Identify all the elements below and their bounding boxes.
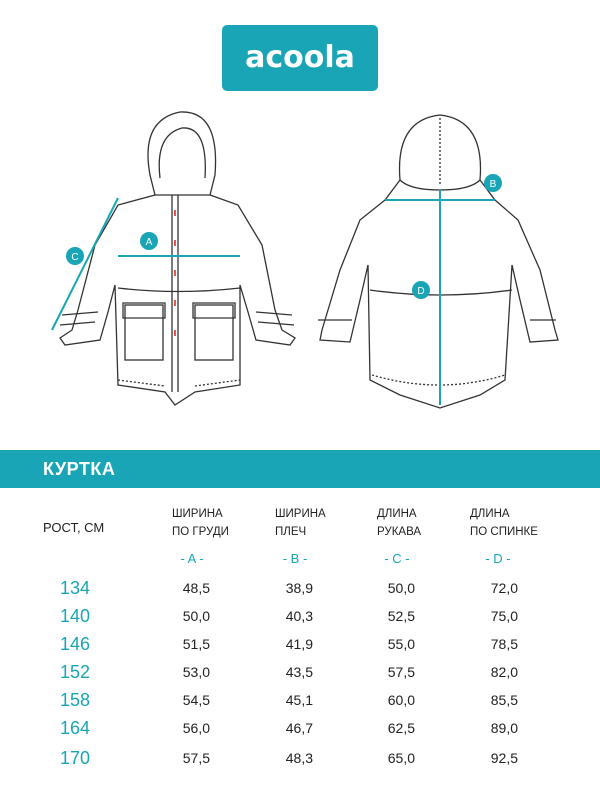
column-header-b-line2: ПЛЕЧ [275,526,307,538]
jacket-back-view [318,115,558,408]
table-row [0,608,600,636]
column-header-a [172,505,229,541]
row-size: 164 [60,718,91,738]
cell-chest: 51,5 [182,636,210,652]
column-header-a-line1: ШИРИНА [172,508,223,520]
column-letter-c: - C - [384,551,410,566]
marker-d-label: D [417,286,425,297]
marker-a-label: A [145,237,153,248]
row-size: 134 [60,578,91,598]
column-letter-a: - A - [180,551,204,566]
row-size: 146 [60,634,91,654]
cell-shoulders: 41,9 [285,636,313,652]
table-row [0,580,600,608]
cell-sleeve: 57,5 [387,664,415,680]
brand-logo [222,25,378,91]
jacket-front-view [60,112,295,405]
cell-chest: 56,0 [182,720,210,736]
logo-text: acoola [245,40,355,75]
size-column-header: РОСТ, СМ [43,520,105,535]
cell-back: 75,0 [490,608,518,624]
cell-back: 72,0 [490,580,518,596]
column-header-c [377,505,421,541]
cell-shoulders: 43,5 [285,664,313,680]
cell-sleeve: 52,5 [387,608,415,624]
row-size: 140 [60,606,91,626]
row-size: 152 [60,662,91,682]
column-letter-d: - D - [485,551,511,566]
column-header-b-line1: ШИРИНА [275,508,326,520]
measure-a [118,232,240,256]
table-row [0,664,600,692]
column-header-d-line2: ПО СПИНКЕ [470,526,538,538]
table-row [0,636,600,664]
cell-chest: 57,5 [182,750,210,766]
cell-shoulders: 38,9 [285,580,313,596]
row-size: 158 [60,690,91,710]
cell-shoulders: 40,3 [285,608,313,624]
column-header-a-line2: ПО ГРУДИ [172,526,229,538]
column-header-b [275,505,326,541]
cell-shoulders: 46,7 [285,720,313,736]
table-row [0,692,600,720]
cell-chest: 54,5 [182,692,210,708]
marker-b-label: B [489,179,497,190]
cell-chest: 50,0 [182,608,210,624]
cell-back: 82,0 [490,664,518,680]
table-row [0,720,600,748]
cell-back: 85,5 [490,692,518,708]
cell-sleeve: 55,0 [387,636,415,652]
cell-sleeve: 60,0 [387,692,415,708]
marker-c-label: C [71,252,79,263]
cell-sleeve: 65,0 [387,750,415,766]
cell-shoulders: 45,1 [285,692,313,708]
cell-sleeve: 62,5 [387,720,415,736]
column-letter-b: - B - [282,551,308,566]
cell-chest: 53,0 [182,664,210,680]
cell-shoulders: 48,3 [285,750,313,766]
column-header-d [470,505,538,541]
table-row [0,750,600,778]
section-banner [0,450,600,488]
section-title: КУРТКА [43,459,116,479]
column-header-c-line2: РУКАВА [377,526,422,538]
cell-back: 78,5 [490,636,518,652]
column-header-c-line1: ДЛИНА [377,508,417,520]
cell-chest: 48,5 [182,580,210,596]
column-header-d-line1: ДЛИНА [470,508,510,520]
cell-back: 92,5 [490,750,518,766]
row-size: 170 [60,748,91,768]
measure-d [412,190,440,405]
cell-sleeve: 50,0 [387,580,415,596]
cell-back: 89,0 [490,720,518,736]
jacket-illustration [0,100,600,430]
